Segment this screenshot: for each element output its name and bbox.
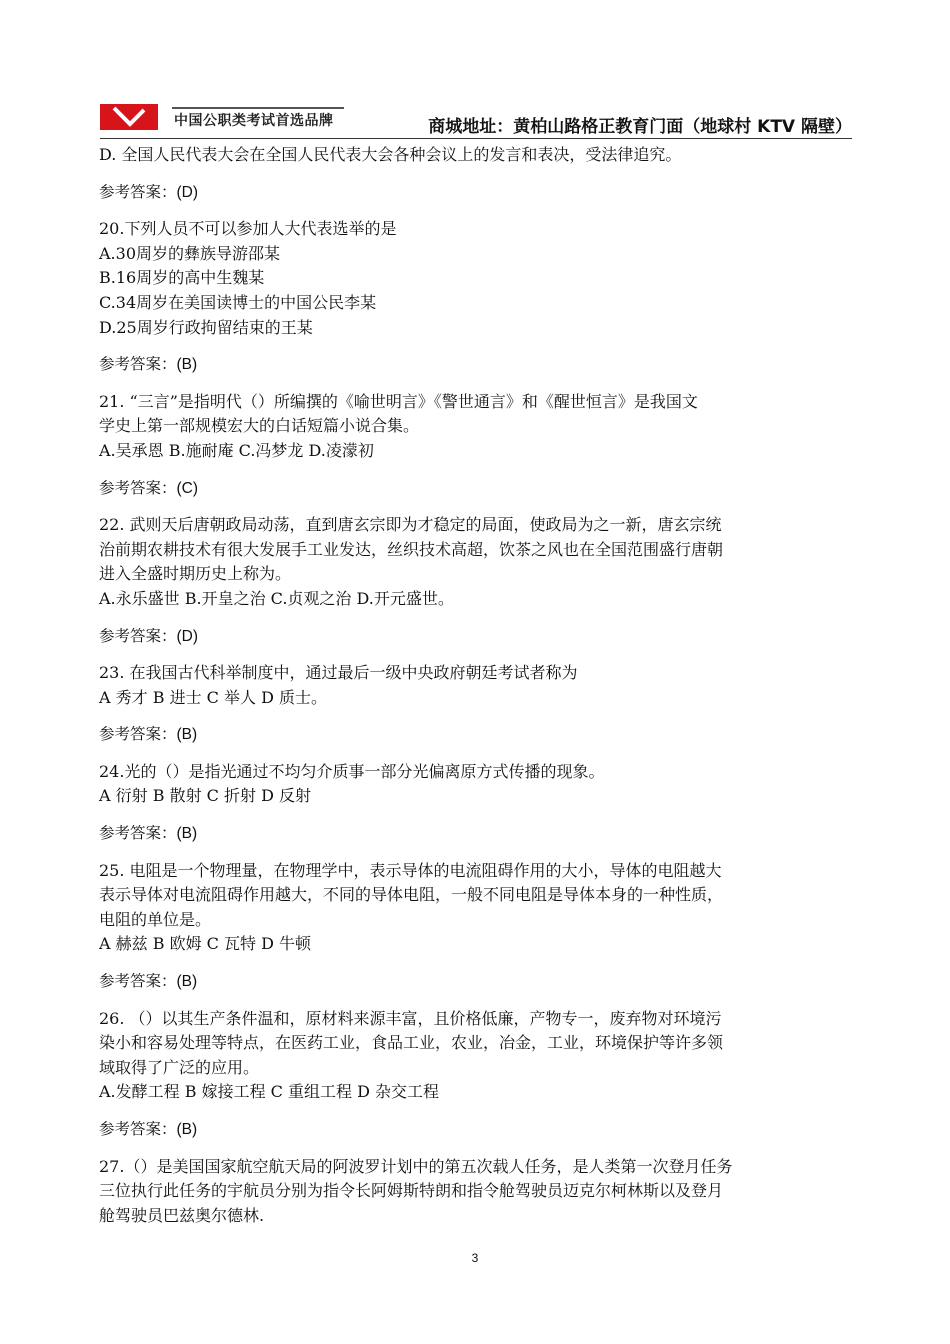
question-stem: 表示导体对电流阻碍作用越大，不同的导体电阻，一般不同电阻是导体本身的一种性质， [99, 885, 724, 905]
page-number: 3 [471, 1251, 479, 1265]
question-stem: 舱驾驶员巴兹奥尔德林. [99, 1205, 265, 1225]
question-stem: 三位执行此任务的宇航员分别为指令长阿姆斯特朗和指令舱驾驶员迈克尔柯林斯以及登月 [99, 1181, 724, 1201]
option-line: A 赫兹 B 欧姆 C 瓦特 D 牛顿 [99, 934, 311, 954]
answer-line: 参考答案：(B) [99, 356, 198, 374]
question-block [99, 390, 855, 501]
question-stem: 电阻的单位是。 [99, 909, 212, 929]
question-stem: 20.下列人员不可以参加人大代表选举的是 [99, 219, 397, 239]
header-divider [100, 138, 852, 139]
answer-line: 参考答案：(B) [99, 726, 198, 744]
question-stem: 域取得了广泛的应用。 [99, 1057, 260, 1077]
page-header [100, 104, 852, 140]
question-stem: 27.（）是美国国家航空航天局的阿波罗计划中的第五次载人任务，是人类第一次登月任务 [99, 1156, 733, 1176]
question-block [99, 1155, 855, 1229]
question-stem: 治前期农耕技术有很大发展手工业发达，丝织技术高超，饮茶之风也在全国范围盛行唐朝 [99, 539, 724, 559]
question-block [99, 1007, 855, 1143]
option-line: A.发酵工程 B 嫁接工程 C 重组工程 D 杂交工程 [99, 1082, 439, 1102]
brand-underline [172, 107, 344, 109]
question-block [99, 760, 855, 847]
option-line: B.16周岁的高中生魏某 [99, 268, 265, 288]
option-line: C.34周岁在美国读博士的中国公民李某 [99, 292, 377, 312]
answer-line: 参考答案：(B) [99, 825, 198, 843]
option-line: A.30周岁的彝族导游邵某 [99, 243, 281, 263]
answer-line: 参考答案：(D) [99, 183, 199, 201]
question-stem: 学史上第一部规模宏大的白话短篇小说合集。 [99, 416, 420, 436]
brand-slogan: 中国公职类考试首选品牌 [174, 113, 334, 129]
brand-logo-icon [100, 104, 158, 130]
answer-line: 参考答案：(B) [99, 1121, 198, 1138]
question-block [99, 513, 855, 649]
question-block [99, 859, 855, 995]
question-stem: 25. 电阻是一个物理量，在物理学中，表示导体的电流阻碍作用的大小，导体的电阻越大 [99, 860, 722, 880]
question-stem: 24.光的（）是指光通过不均匀介质事一部分光偏离原方式传播的现象。 [99, 761, 605, 781]
question-stem: 21. “三言”是指明代（）所编撰的《喻世明言》《警世通言》和《醒世恒言》是我国文 [99, 391, 698, 411]
question-stem: 22. 武则天后唐朝政局动荡，直到唐玄宗即为才稳定的局面，使政局为之一新，唐玄宗统 [99, 515, 722, 535]
question-stem: 26. （）以其生产条件温和，原材料来源丰富，且价格低廉，产物专一，废弃物对环境污 [99, 1008, 722, 1028]
intro-line: D. 全国人民代表大会在全国人民代表大会各种会议上的发言和表决，受法律追究。 [99, 145, 682, 164]
option-line: A 衍射 B 散射 C 折射 D 反射 [99, 786, 311, 806]
answer-line: 参考答案：(B) [99, 973, 198, 991]
option-line: D.25周岁行政拘留结束的王某 [99, 317, 313, 337]
question-block [99, 661, 855, 748]
question-stem: 染小和容易处理等特点，在医药工业，食品工业，农业，冶金，工业，环境保护等许多领 [99, 1033, 724, 1053]
answer-line: 参考答案：(D) [99, 627, 199, 645]
question-content [99, 143, 855, 1228]
option-line: A.吴承恩 B.施耐庵 C.冯梦龙 D.凌濛初 [99, 440, 374, 460]
store-address: 商城地址：黄柏山路格正教育门面（地球村 KTV 隔壁） [428, 117, 852, 137]
question-stem: 进入全盛时期历史上称为。 [99, 564, 292, 584]
question-block [99, 217, 855, 378]
option-line: A.永乐盛世 B.开皇之治 C.贞观之治 D.开元盛世。 [99, 588, 454, 608]
option-line: A 秀才 B 进士 C 举人 D 质士。 [99, 687, 327, 707]
question-stem: 23. 在我国古代科举制度中，通过最后一级中央政府朝廷考试者称为 [99, 663, 578, 683]
answer-line: 参考答案：(C) [99, 479, 199, 497]
